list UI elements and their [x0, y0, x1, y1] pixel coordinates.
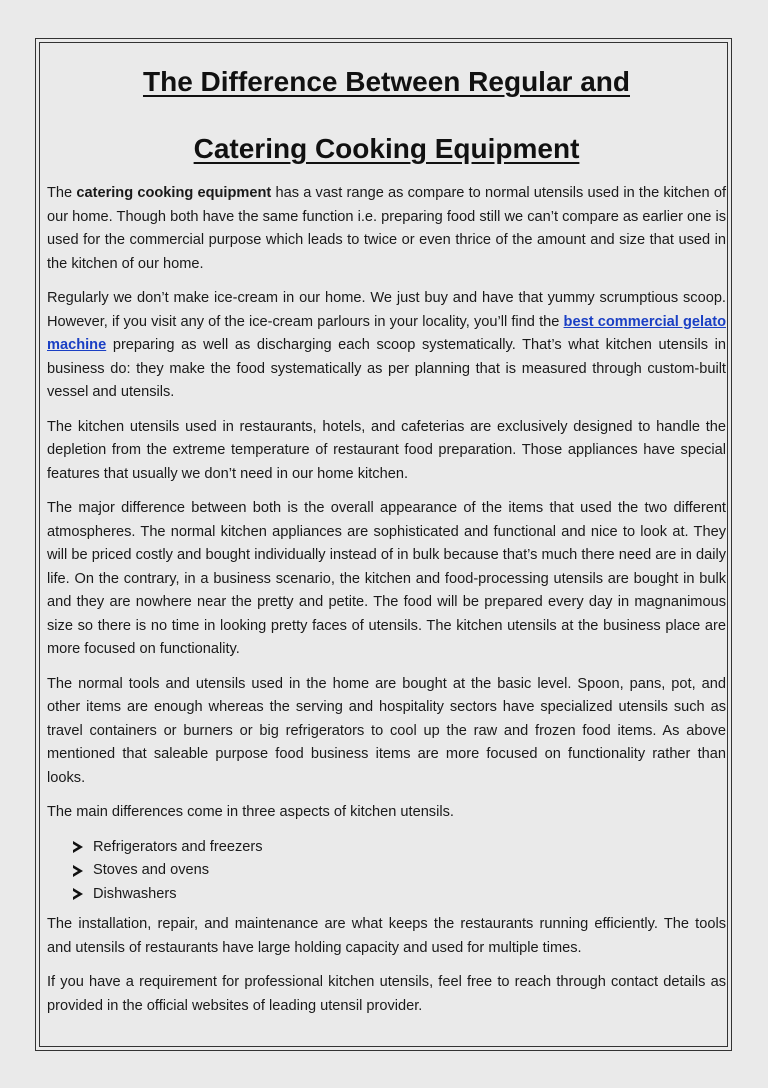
list-item — [73, 836, 726, 860]
title-line-2: Catering Cooking Equipment — [193, 133, 580, 164]
paragraph-1-text-b: has a vast range as compare to normal utensils used in the kitchen of our home. Though both have the same function i.e. preparing food still we can’t compare as earlier one is used for the commercial purpose which leads to twice or even thrice of the amount and size that used in the kitchen of our home. — [47, 185, 727, 272]
list-item-label: Stoves and ovens — [93, 862, 210, 878]
arrow-bullet-icon — [73, 865, 83, 877]
document-body — [47, 48, 726, 1029]
arrow-bullet-icon — [73, 888, 83, 900]
gelato-machine-link[interactable]: best commercial gelato machine — [47, 313, 726, 353]
list-item-label: Refrigerators and freezers — [93, 838, 263, 855]
list-item — [73, 883, 726, 907]
paragraph-8: If you have a requirement for professional kitchen utensils, feel free to reach through contact details as provided in the official websites of leading utensil provider. — [47, 974, 726, 1014]
paragraph-4: The major difference between both is the overall appearance of the items that used the two different atmospheres. The normal kitchen appliances are sophisticated and functional and nice to look at. They will be priced costly and bought individually instead of in bulk because that’s much there need are in daily life. On the contrary, in a business scenario, the kitchen and food-processing utensils are bought in bulk and they are nowhere near the pretty and petite. The food will be prepared every day in magnanimous size so there is no time in looking pretty faces of utensils. The kitchen utensils at the business place are more focused on functionality. — [47, 500, 726, 657]
paragraph-5: The normal tools and utensils used in the home are bought at the basic level. Spoon, pans, pot, and other items are enough whereas the serving and hospitality sectors have specialized utensils such as travel containers or burners or big refrigerators to cool up the raw and frozen food items. As above mentioned that saleable purpose food business items are more focused on functionality rather than looks. — [47, 675, 726, 786]
list-item — [73, 859, 726, 883]
list-item-label: Dishwashers — [93, 885, 177, 902]
paragraph-6: The main differences come in three aspects of kitchen utensils. — [47, 804, 454, 820]
document-title — [47, 48, 726, 182]
title-line-1: The Difference Between Regular and — [142, 66, 630, 97]
paragraph-7: The installation, repair, and maintenance are what keeps the restaurants running efficiently. The tools and utensils of restaurants have large holding capacity and used for multiple times. — [47, 916, 726, 956]
bold-keyword: catering cooking equipment — [76, 185, 272, 201]
arrow-bullet-icon — [73, 841, 83, 853]
paragraph-2-text-b: preparing as well as discharging each scoop systematically. That’s what kitchen utensils in business do: they make the food systematically as per planning that is measured through custom-built vessel and utensils. — [47, 337, 726, 400]
paragraph-2 — [47, 287, 726, 405]
paragraph-1 — [47, 182, 726, 276]
differences-list — [47, 836, 726, 907]
paragraph-1-text-a: The — [47, 185, 77, 201]
paragraph-3: The kitchen utensils used in restaurants, hotels, and cafeterias are exclusively designed to handle the depletion from the extreme temperature of restaurant food preparation. Those appliances have special features that usually we don’t need in our home kitchen. — [47, 418, 726, 482]
paragraph-2-text-a: Regularly we don’t make ice-cream in our home. We just buy and have that yummy scrumptious scoop. However, if you visit any of the ice-cream parlours in your locality, you’ll find the — [47, 290, 726, 330]
